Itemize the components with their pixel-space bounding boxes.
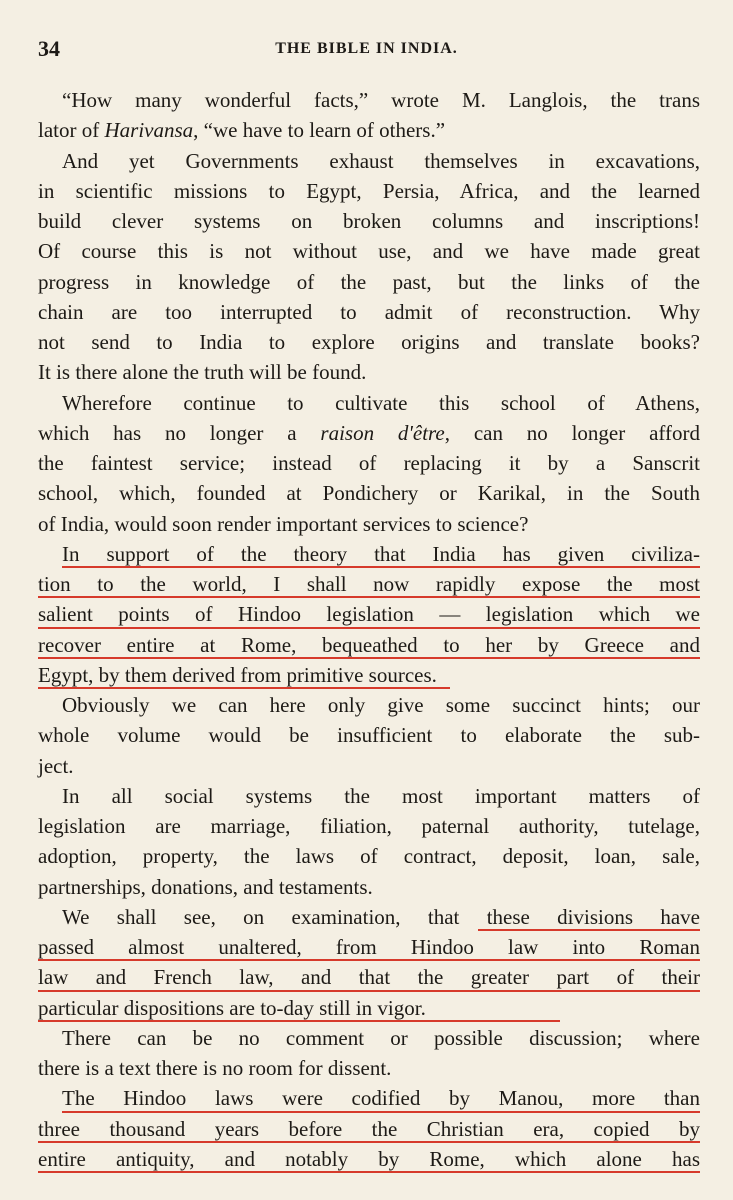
body-text — [38, 85, 700, 1174]
underlined-text-line: tion to the world, I shall now rapidly expose the most — [38, 569, 700, 599]
text-line: in scientific missions to Egypt, Persia, Africa, and the learned — [38, 178, 700, 203]
text-line: It is there alone the truth will be found. — [38, 360, 367, 385]
text-line: which has no longer a raison d'être, can no longer afford — [38, 420, 700, 445]
text-line: In all social systems the most important matters of — [62, 783, 700, 808]
text-line: Wherefore continue to cultivate this school of Athens, — [62, 390, 700, 415]
text-line: not send to India to explore origins and translate books? — [38, 330, 700, 354]
underlined-text-line: In support of the theory that India has given civiliza- — [38, 539, 700, 569]
text-line: legislation are marriage, filiation, paternal authority, tutelage, — [38, 814, 700, 838]
underlined-text-line: We shall see, on examination, that these divisions have — [38, 902, 700, 932]
underlined-text-line: particular dispositions are to-day still in vigor. — [38, 993, 700, 1023]
text-line: There can be no comment or possible discussion; where — [62, 1025, 700, 1050]
page-number: 34 — [38, 36, 60, 61]
underlined-text-line: passed almost unaltered, from Hindoo law into Roman — [38, 932, 700, 962]
text-line: school, which, founded at Pondichery or Karikal, in the South — [38, 481, 700, 506]
text-line: adoption, property, the laws of contract, deposit, loan, sale, — [38, 844, 700, 869]
text-line: ject. — [38, 753, 74, 778]
text-line: lator of Harivansa, “we have to learn of others.” — [38, 118, 446, 143]
text-line: Of course this is not without use, and we have made great — [38, 239, 700, 264]
text-line: build clever systems on broken columns and inscriptions! — [38, 209, 700, 233]
underlined-text-line: law and French law, and that the greater part of their — [38, 962, 700, 992]
underlined-text-line: three thousand years before the Christian era, copied by — [38, 1114, 700, 1144]
running-head: THE BIBLE IN INDIA. — [275, 40, 458, 57]
text-line: And yet Governments exhaust themselves in excavations, — [62, 148, 700, 173]
underlined-text-line: Egypt, by them derived from primitive sources. — [38, 660, 700, 690]
text-line: of India, would soon render important services to science? — [38, 511, 529, 536]
text-line: chain are too interrupted to admit of reconstruction. Why — [38, 299, 700, 324]
text-line: whole volume would be insufficient to elaborate the sub- — [38, 723, 700, 748]
underlined-text-line: entire antiquity, and notably by Rome, which alone has — [38, 1144, 700, 1174]
text-line: there is a text there is no room for dissent. — [38, 1056, 392, 1080]
underlined-text-line: salient points of Hindoo legislation — legislation which we — [38, 599, 700, 629]
text-line: the faintest service; instead of replacing it by a Sanscrit — [38, 451, 700, 475]
text-line: Obviously we can here only give some succinct hints; our — [62, 693, 700, 717]
underlined-text-line: The Hindoo laws were codified by Manou, more than — [38, 1083, 700, 1113]
text-line: “How many wonderful facts,” wrote M. Langlois, the trans — [62, 88, 700, 112]
text-line: progress in knowledge of the past, but the links of the — [38, 269, 700, 294]
text-line: partnerships, donations, and testaments. — [38, 874, 373, 899]
page-header — [38, 36, 695, 66]
underlined-text-line: recover entire at Rome, bequeathed to her by Greece and — [38, 630, 700, 660]
